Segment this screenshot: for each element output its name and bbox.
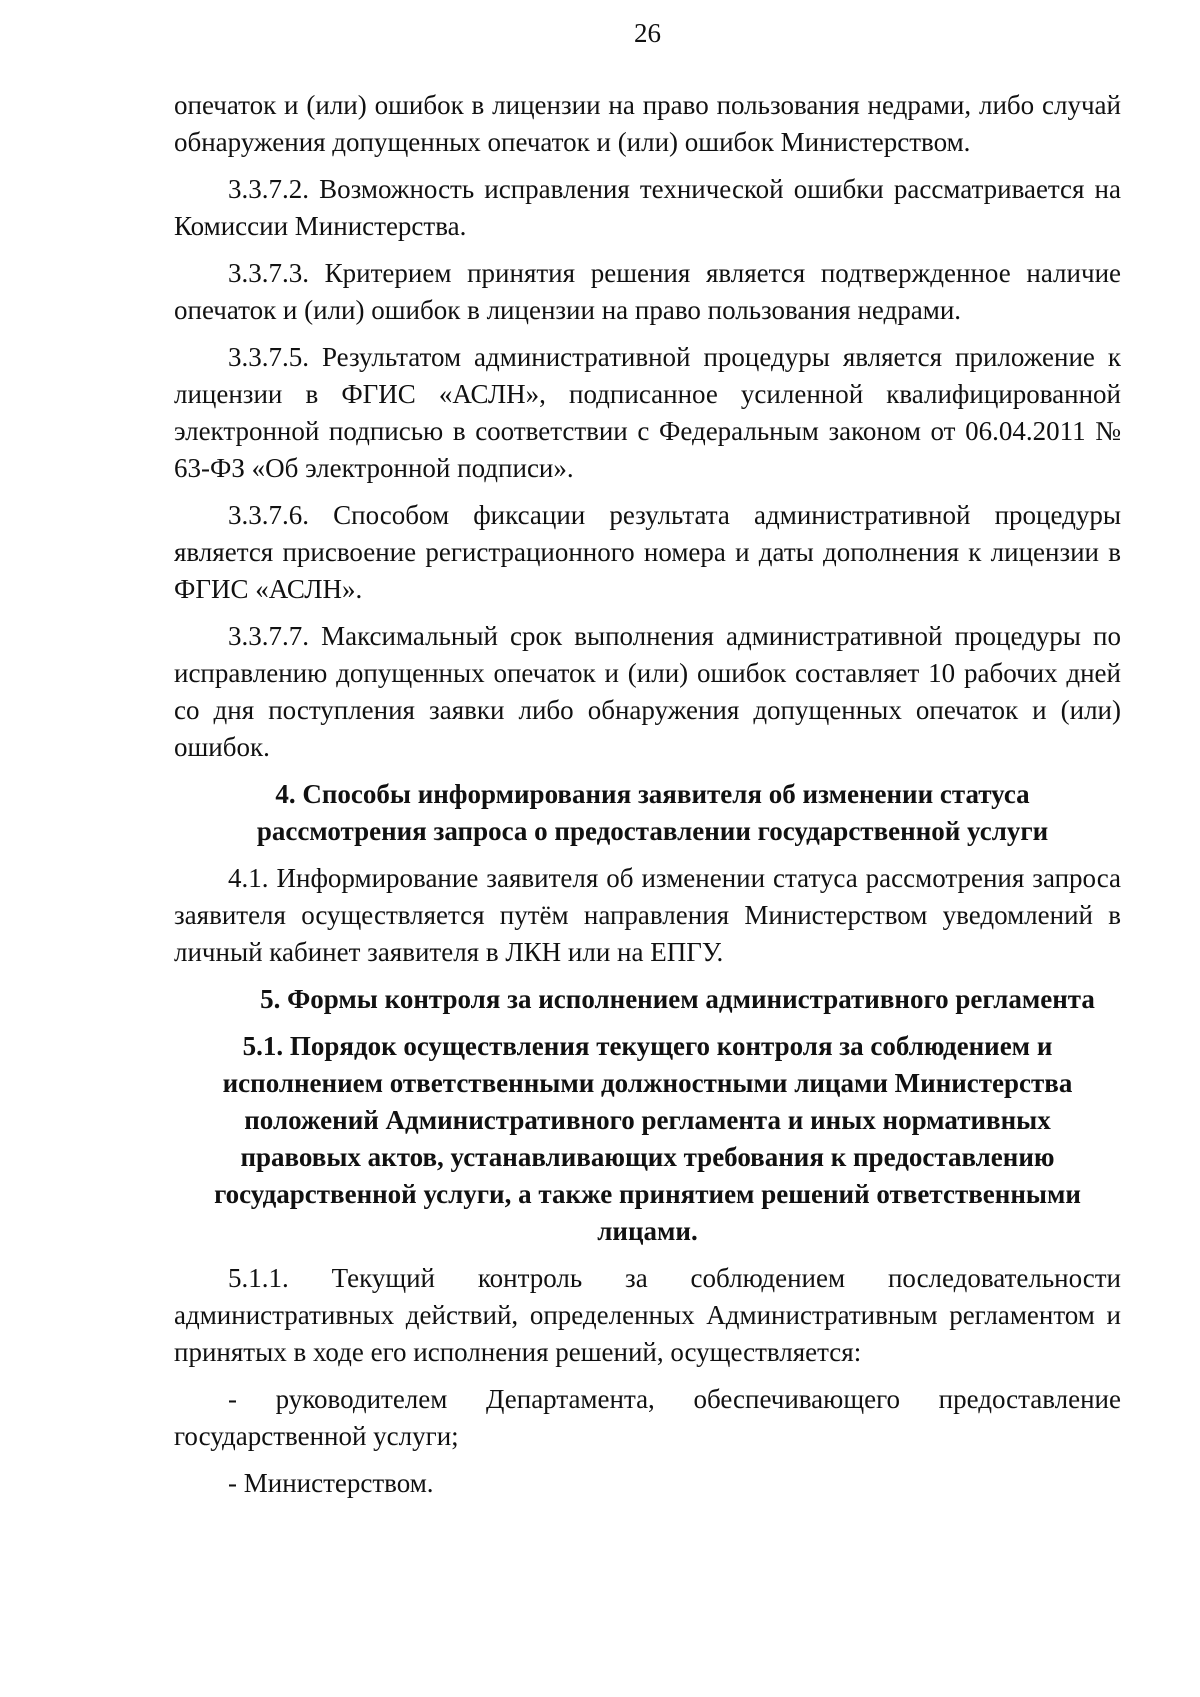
paragraph-3-3-7-6: 3.3.7.6. Способом фиксации результата административной процедуры является присвоение регистрационного номера и даты дополнения к лицензии в ФГИС «АСЛН».: [174, 500, 1121, 604]
heading-section-4: 4. Способы информирования заявителя об изменении статуса рассмотрения запроса о предоставлении государственной услуги: [256, 779, 1049, 846]
heading-section-5: 5. Формы контроля за исполнением административного регламента: [260, 984, 1095, 1014]
paragraph-3-3-7-7: 3.3.7.7. Максимальный срок выполнения административной процедуры по исправлению допущенных опечаток и (или) ошибок составляет 10 рабочих дней со дня поступления заявки либо обнаружения допущенных опечаток и (или) ошибок.: [174, 621, 1121, 762]
list-item-ministry: - Министерством.: [228, 1468, 434, 1498]
paragraph-3-3-7-2: 3.3.7.2. Возможность исправления технической ошибки рассматривается на Комиссии Министерства.: [174, 174, 1121, 241]
page-number: 26: [634, 18, 661, 48]
paragraph-4-1: 4.1. Информирование заявителя об изменении статуса рассмотрения запроса заявителя осуществляется путём направления Министерством уведомлений в личный кабинет заявителя в ЛКН или на ЕПГУ.: [174, 863, 1121, 967]
paragraph-3-3-7-3: 3.3.7.3. Критерием принятия решения является подтвержденное наличие опечаток и (или) ошибок в лицензии на право пользования недрами.: [174, 258, 1121, 325]
paragraph-3-3-7-5: 3.3.7.5. Результатом административной процедуры является приложение к лицензии в ФГИС «АСЛН», подписанное усиленной квалифицированной электронной подписью в соответствии с Федеральным законом от 06.04.2011 № 63-ФЗ «Об электронной подписи».: [174, 342, 1121, 483]
paragraph-5-1-1: 5.1.1. Текущий контроль за соблюдением последовательности административных действий, определенных Административным регламентом и принятых в ходе его исполнения решений, осуществляется:: [174, 1263, 1121, 1367]
paragraph-continuation: опечаток и (или) ошибок в лицензии на право пользования недрами, либо случай обнаружения допущенных опечаток и (или) ошибок Министерством.: [174, 90, 1121, 157]
heading-section-5-1: 5.1. Порядок осуществления текущего контроля за соблюдением и исполнением ответственными должностными лицами Министерства положений Административного регламента и иных нормативных правовых актов, устанавливающих требования к предоставлению государственной услуги, а также принятием решений ответственными лицами.: [214, 1031, 1081, 1246]
document-body: [174, 87, 1121, 1512]
list-item-department-head: - руководителем Департамента, обеспечивающего предоставление государственной услуги;: [174, 1384, 1121, 1451]
